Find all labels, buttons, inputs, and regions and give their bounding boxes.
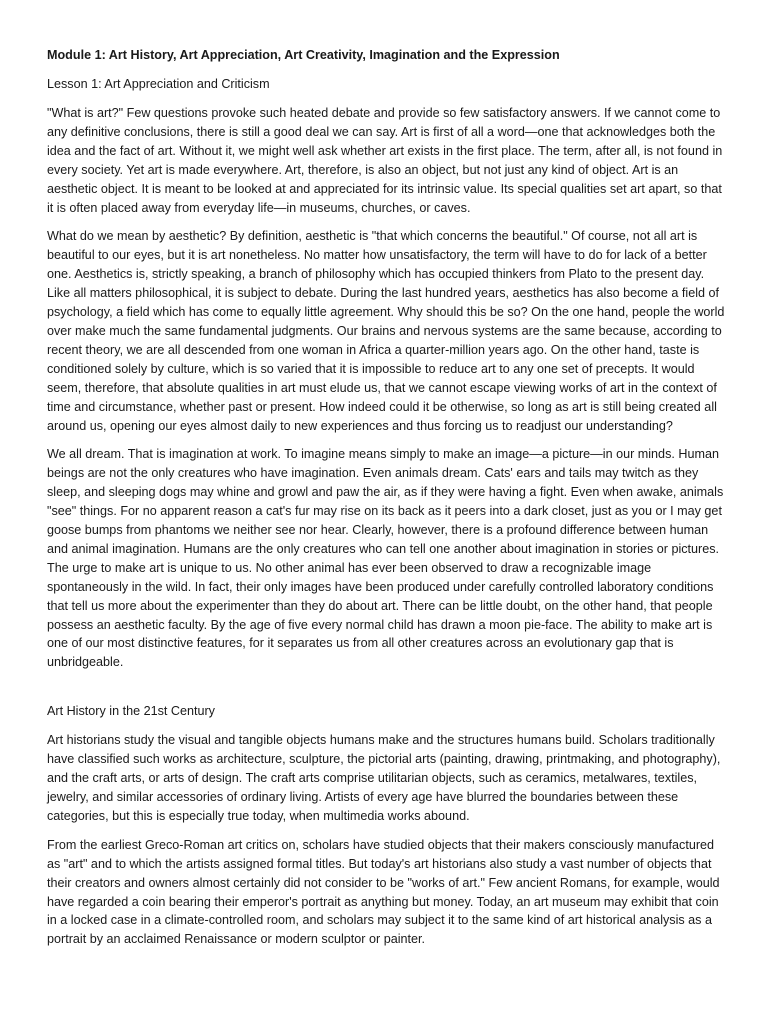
section-title: Art History in the 21st Century <box>47 704 215 719</box>
lesson-paragraph-1: "What is art?" Few questions provoke such heated debate and provide so few satisfactory answers. If we cannot come to any definitive conclusions, there is still a good deal we can say. Art is first of all a word—one that acknowledges both the idea and the fact of art. Without it, we might well ask whether art exists in the first place. The term, after all, is not found in every society. Yet art is made everywhere. Art, therefore, is also an object, but not just any kind of object. Art is an aesthetic object. It is meant to be looked at and appreciated for its intrinsic value. Its special qualities set art apart, so that it is often placed away from everyday life—in museums, churches, or caves. <box>47 106 723 215</box>
lesson-paragraph-3: We all dream. That is imagination at work. To imagine means simply to make an image—a picture—in our minds. Human beings are not the only creatures who have imagination. Even animals dream. Cats' ears and tails may twitch as they sleep, and sleeping dogs may whine and growl and paw the air, as if they were having a fight. Even when awake, animals "see" things. For no apparent reason a cat's fur may rise on its back as it peers into a dark closet, just as you or I may get goose bumps from phantoms we neither see nor hear. Clearly, however, there is a profound difference between human and animal imagination. Humans are the only creatures who can tell one another about imagination in stories or pictures. The urge to make art is unique to us. No other animal has ever been observed to draw a recognizable image spontaneously in the wild. In fact, their only images have been produced under carefully controlled laboratory conditions that tell us more about the experimenter than they do about art. There can be little doubt, on the other hand, that people possess an aesthetic faculty. By the age of five every normal child has drawn a moon pie-face. The ability to make art is one of our most distinctive features, for it separates us from all other creatures across an evolutionary gap that is unbridgeable. <box>47 447 724 670</box>
lesson-title: Lesson 1: Art Appreciation and Criticism <box>47 77 270 91</box>
lesson-paragraph-2: What do we mean by aesthetic? By definition, aesthetic is "that which concerns the beautiful." Of course, not all art is beautiful to our eyes, but it is art nonetheless. No matter how unsatisfactory, the term will have to do for lack of a better one. Aesthetics is, strictly speaking, a branch of philosophy which has occupied thinkers from Plato to the present day. Like all matters philosophical, it is subject to debate. During the last hundred years, aesthetics has also become a field of psychology, a field which has come to equally little agreement. Why should this be so? On the one hand, people the world over make much the same fundamental judgments. Our brains and nervous systems are the same because, according to recent theory, we are all descended from one woman in Africa a quarter-million years ago. On the other hand, taste is conditioned solely by culture, which is so varied that it is impossible to reduce art to any one set of precepts. It would seem, therefore, that absolute qualities in art must elude us, that we cannot escape viewing works of art in the context of time and circumstance, whether past or present. How indeed could it be otherwise, so long as art is still being created all around us, opening our eyes almost daily to new experiences and thus forcing us to readjust our understanding? <box>47 229 725 433</box>
document-page <box>47 46 727 959</box>
section-spacer <box>47 682 727 702</box>
module-title: Module 1: Art History, Art Appreciation, Art Creativity, Imagination and the Expression <box>47 48 560 62</box>
section-paragraph-1: Art historians study the visual and tangible objects humans make and the structures humans build. Scholars traditionally have classified such works as architecture, sculpture, the pictorial arts (painting, drawing, printmaking, and photography), and the craft arts, or arts of design. The craft arts comprise utilitarian objects, such as ceramics, metalwares, textiles, jewelry, and similar accessories of ordinary living. Artists of every age have blurred the boundaries between these categories, but this is especially true today, when multimedia works abound. <box>47 733 721 823</box>
section-paragraph-2: From the earliest Greco-Roman art critics on, scholars have studied objects that their makers consciously manufactured as "art" and to which the artists assigned formal titles. But today's art historians also study a vast number of objects that their creators and owners almost certainly did not consider to be "works of art." Few ancient Romans, for example, would have regarded a coin bearing their emperor's portrait as anything but money. Today, an art museum may exhibit that coin in a locked case in a climate-controlled room, and scholars may subject it to the same kind of art historical analysis as a portrait by an acclaimed Renaissance or modern sculptor or painter. <box>47 837 720 947</box>
